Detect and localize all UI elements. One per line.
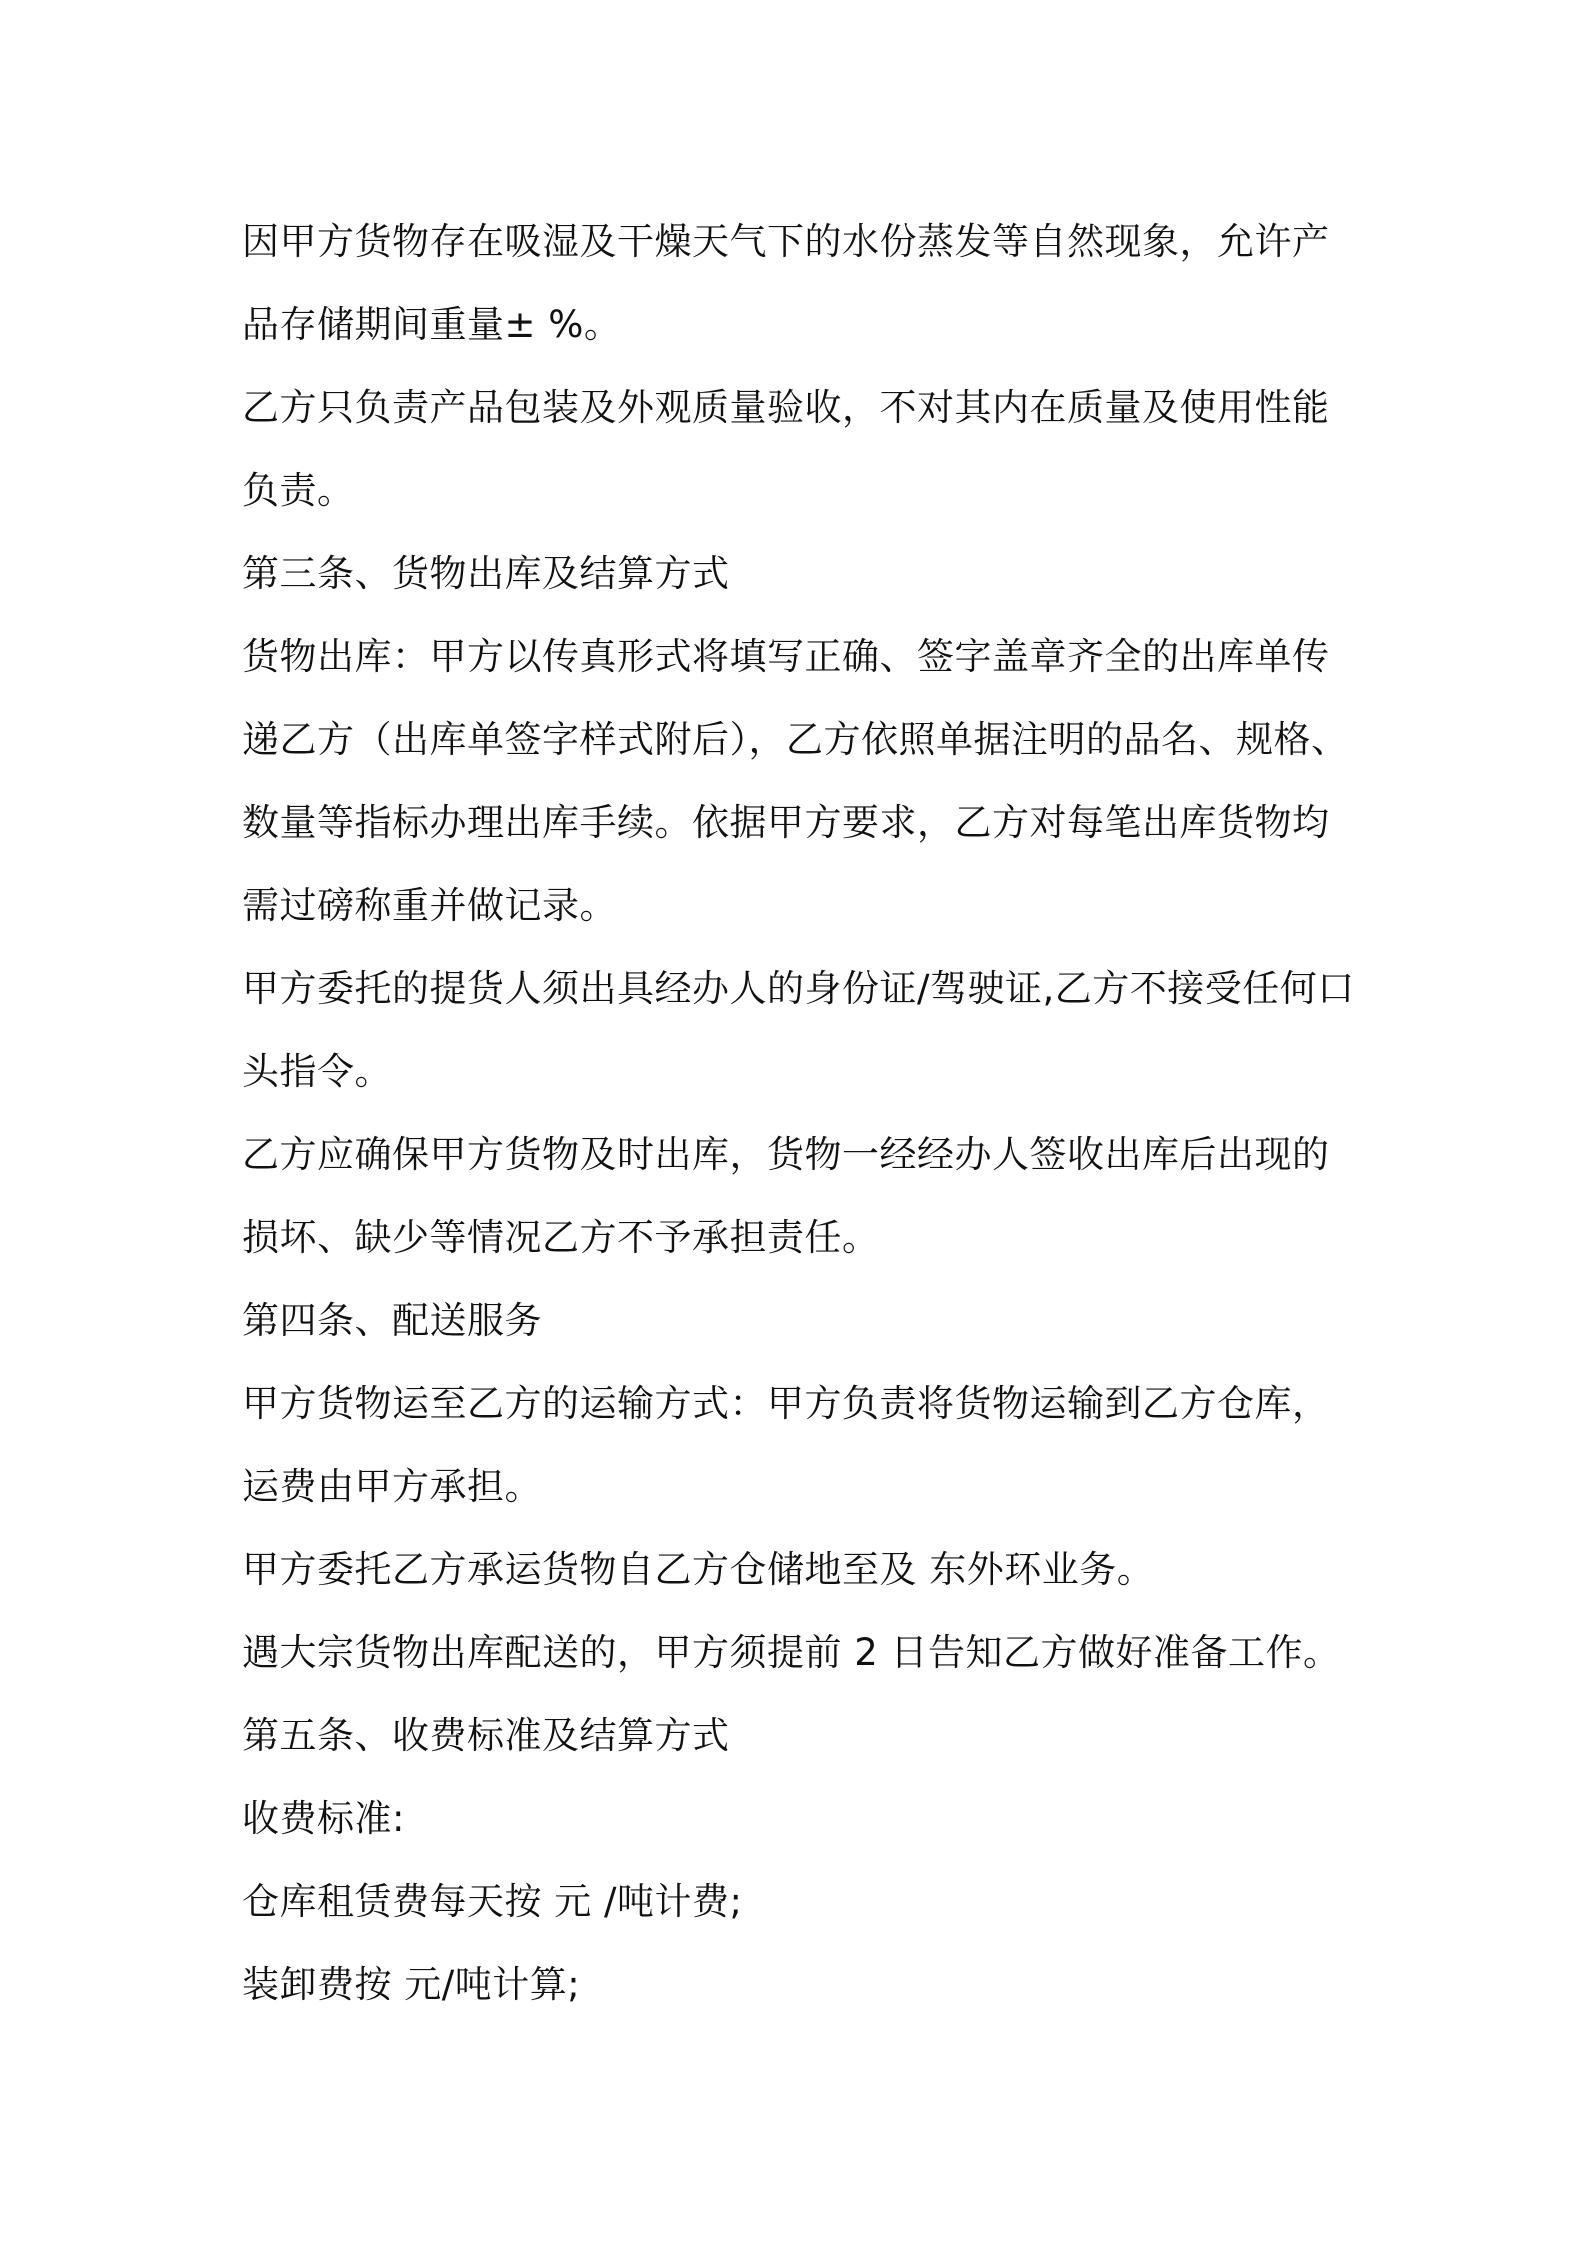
paragraph-transport-method: 甲方货物运至乙方的运输方式：甲方负责将货物运输到乙方仓库，运费由甲方承担。	[242, 1382, 1330, 1508]
paragraph-fee-standard-label: 收费标准:	[242, 1797, 405, 1840]
paragraph-rental-fee: 仓库租赁费每天按 元 /吨计费;	[242, 1880, 743, 1923]
paragraph-pickup-identification: 甲方委托的提货人须出具经办人的身份证/驾驶证,乙方不接受任何口头指令。	[242, 967, 1355, 1093]
paragraph-inspection-scope: 乙方只负责产品包装及外观质量验收，不对其内在质量及使用性能负责。	[242, 386, 1330, 512]
paragraph-bulk-notice: 遇大宗货物出库配送的，甲方须提前 2 日告知乙方做好准备工作。	[242, 1631, 1341, 1674]
document-body	[242, 200, 1362, 2026]
paragraph-weight-tolerance: 因甲方货物存在吸湿及干燥天气下的水份蒸发等自然现象，允许产品存储期间重量± %。	[242, 220, 1330, 346]
heading-article-4: 第四条、配送服务	[242, 1299, 542, 1342]
heading-article-5: 第五条、收费标准及结算方式	[242, 1714, 730, 1757]
paragraph-outbound-procedure: 货物出库：甲方以传真形式将填写正确、签字盖章齐全的出库单传递乙方（出库单签字样式附后），乙方依照单据注明的品名、规格、数量等指标办理出库手续。依据甲方要求，乙方对每笔出库货物均需过磅称重并做记录。	[242, 635, 1349, 927]
paragraph-handling-fee: 装卸费按 元/吨计算;	[242, 1963, 581, 2006]
paragraph-outbound-liability: 乙方应确保甲方货物及时出库，货物一经经办人签收出库后出现的损坏、缺少等情况乙方不予承担责任。	[242, 1133, 1330, 1259]
paragraph-delivery-scope: 甲方委托乙方承运货物自乙方仓储地至及 东外环业务。	[242, 1548, 1155, 1591]
heading-article-3: 第三条、货物出库及结算方式	[242, 552, 730, 595]
